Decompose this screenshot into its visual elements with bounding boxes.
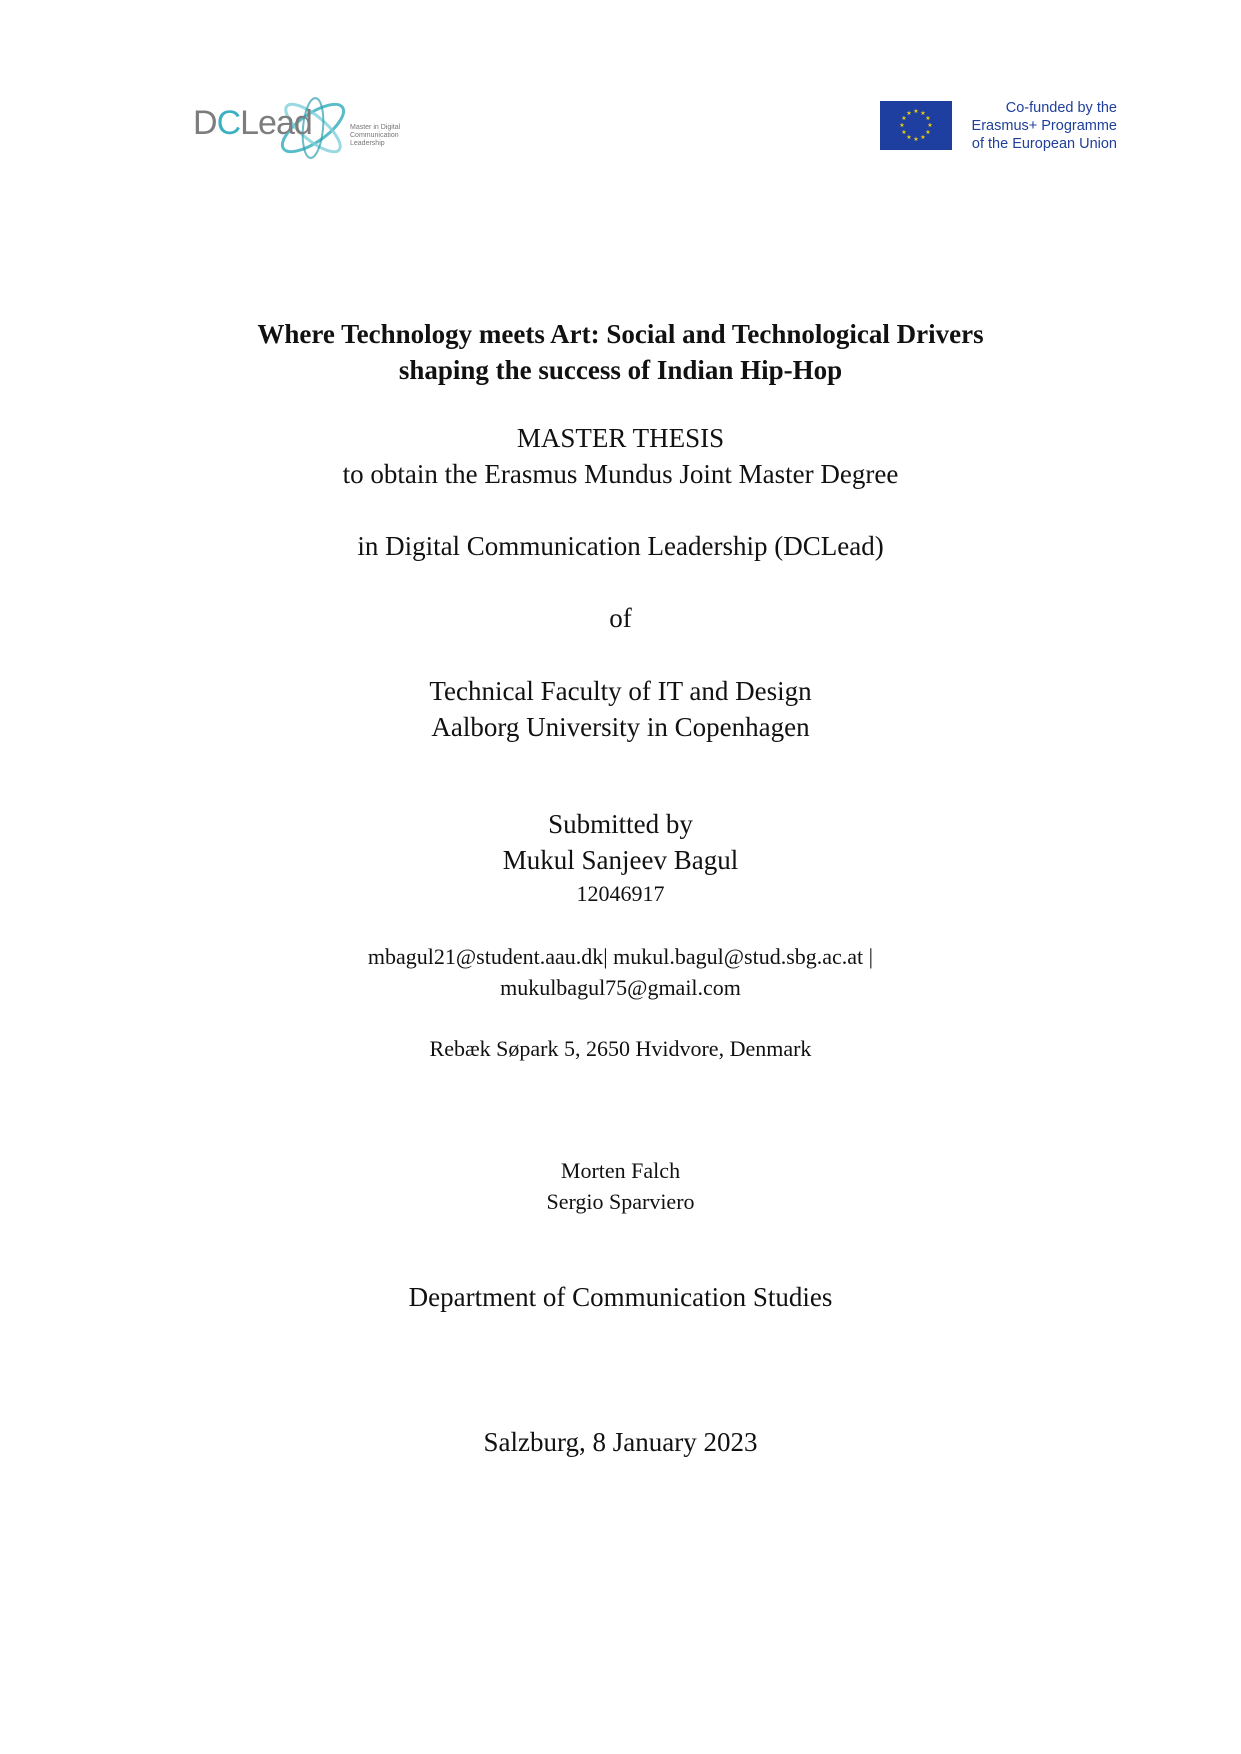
dclead-logo (193, 88, 423, 168)
eu-flag-icon (880, 101, 952, 150)
svg-text:★: ★ (920, 110, 926, 117)
department: Department of Communication Studies (408, 1282, 833, 1312)
svg-text:★: ★ (901, 115, 907, 122)
svg-text:★: ★ (901, 129, 907, 136)
degree-program: in Digital Communication Leadership (DCLead) (357, 531, 884, 561)
student-id: 12046917 (576, 881, 665, 906)
svg-text:★: ★ (913, 108, 919, 115)
svg-text:★: ★ (920, 134, 926, 141)
svg-text:★: ★ (925, 115, 931, 122)
author-address: Rebæk Søpark 5, 2650 Hvidvore, Denmark (429, 1036, 812, 1061)
university: Aalborg University in Copenhagen (431, 712, 810, 742)
svg-text:★: ★ (913, 136, 919, 143)
dclead-wordmark: DCLead (193, 104, 312, 142)
supervisor-1: Morten Falch (560, 1158, 681, 1183)
svg-text:★: ★ (925, 129, 931, 136)
svg-text:★: ★ (906, 134, 912, 141)
of-label: of (609, 603, 632, 633)
svg-text:★: ★ (927, 122, 933, 129)
degree-purpose: to obtain the Erasmus Mundus Joint Master Degree (342, 459, 899, 489)
author-emails-line1: mbagul21@student.aau.dk| mukul.bagul@stud.sbg.ac.at | (367, 944, 874, 969)
place-date: Salzburg, 8 January 2023 (483, 1427, 758, 1457)
svg-text:★: ★ (906, 110, 912, 117)
submitted-by-label: Submitted by (548, 809, 693, 839)
faculty: Technical Faculty of IT and Design (429, 676, 812, 706)
dclead-subtitle: Master in Digital Communication Leadership (350, 124, 401, 147)
erasmus-cofunded-text: Co-funded by the Erasmus+ Programme of the European Union (971, 100, 1117, 152)
author-name: Mukul Sanjeev Bagul (502, 845, 739, 875)
svg-text:★: ★ (899, 122, 905, 129)
thesis-title: Where Technology meets Art: Social and Technological Drivers shaping the success of Indian Hip-Hop (257, 319, 984, 385)
supervisor-2: Sergio Sparviero (546, 1189, 695, 1214)
author-emails-line2: mukulbagul75@gmail.com (500, 975, 741, 1000)
thesis-type: MASTER THESIS (516, 423, 725, 453)
